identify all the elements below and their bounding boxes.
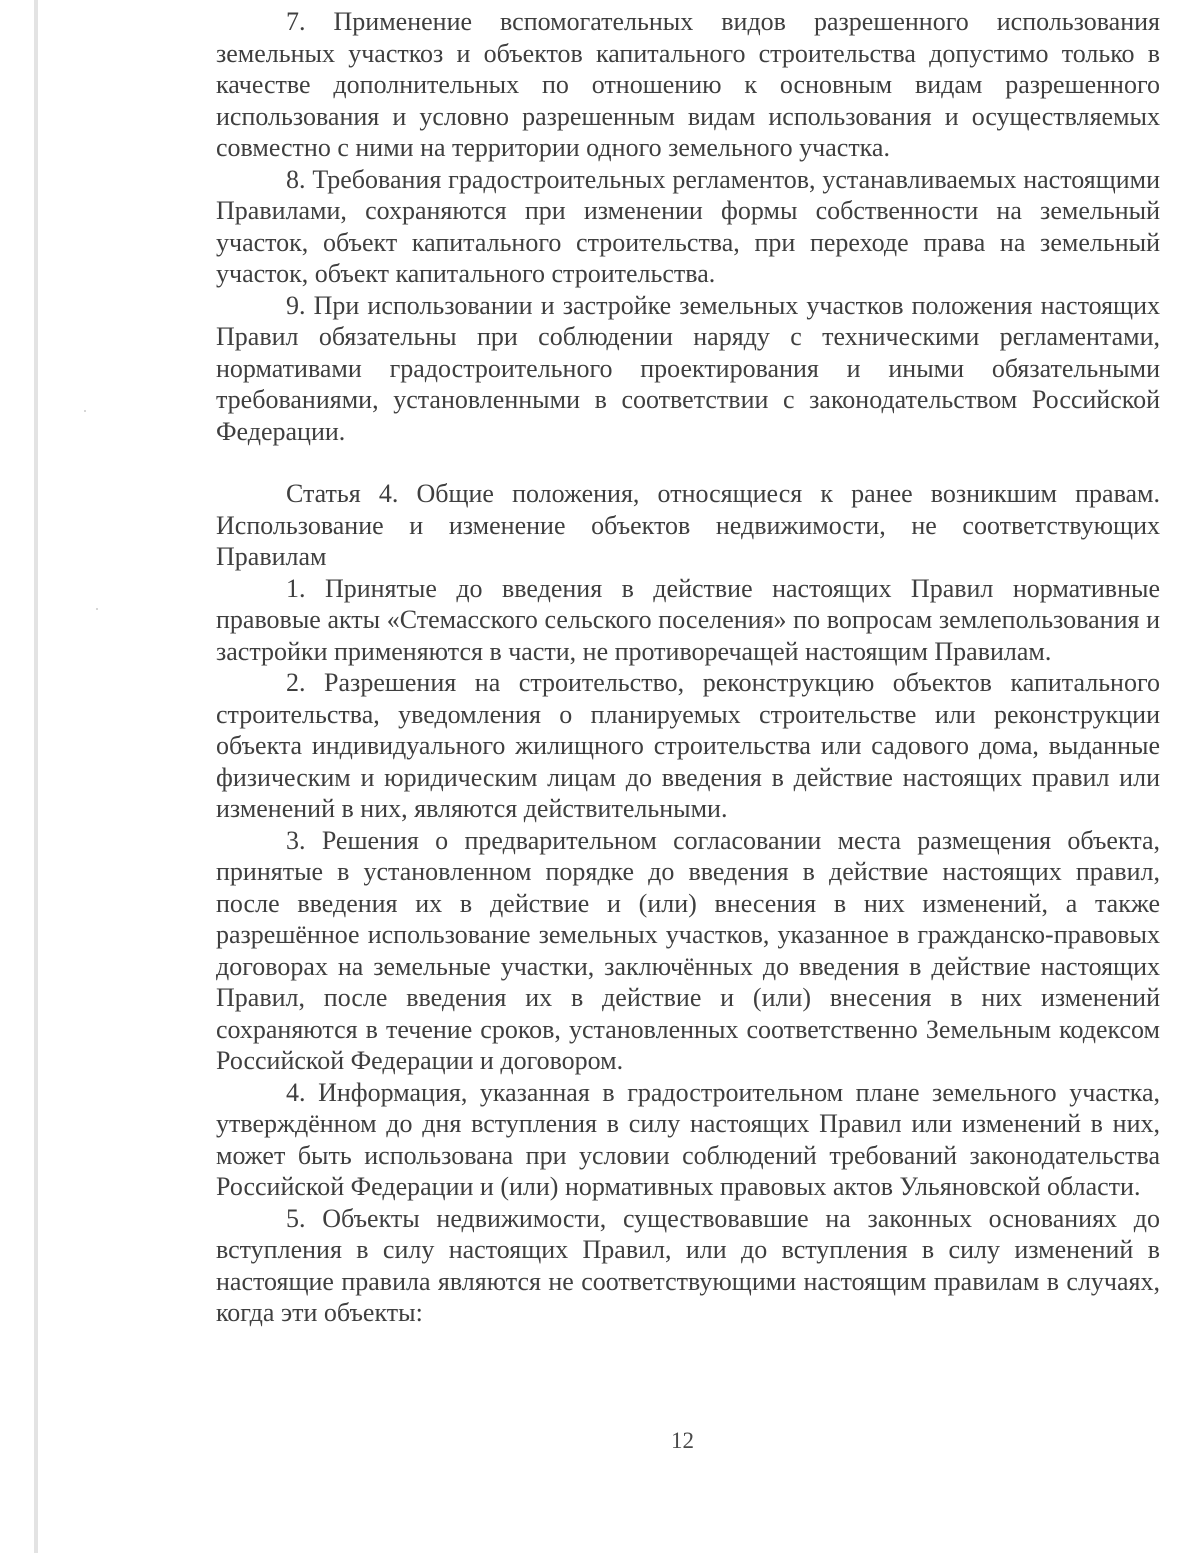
scan-edge-shadow [34, 0, 38, 1553]
article-4-item-4: 4. Информация, указанная в градостроительном плане земельного участка, утверждённом до дня вступления в силу настоящих Правил или изменений в них, может быть использована при условии соблюдений требований законодательства Российской Федерации и (или) нормативных правовых актов Ульяновской области. [216, 1077, 1160, 1201]
article-4-heading: Статья 4. Общие положения, относящиеся к ранее возникшим правам. Использование и изменение объектов недвижимости, не соответствующих Правилам [216, 479, 1160, 571]
article-4-item-1: 1. Принятые до введения в действие настоящих Правил нормативные правовые акты «Стемасского сельского поселения» по вопросам землепользования и застройки применяются в части, не противоречащей настоящим Правилам. [216, 573, 1160, 666]
page-number: 12 [671, 1428, 694, 1453]
paragraph-7: 7. Применение вспомогательных видов разрешенного использования земельных участкоз и объектов капитального строительства допустимо только в качестве дополнительных по отношению к основным видам разрешенного использования и условно разрешенным видам использования и осуществляемых совместно с ними на территории одного земельного участка. [216, 7, 1160, 162]
article-4-item-3: 3. Решения о предварительном согласовании места размещения объекта, принятые в установленном порядке до введения в действие настоящих правил, после введения их в действие и (или) внесения в них изменений, а также разрешённое использование земельных участков, указанное в гражданско-правовых договорах на земельные участки, заключённых до введения в действие настоящих Правил, после введения их в действие и (или) внесения в них изменений сохраняются в течение сроков, установленных соответственно Земельным кодексом Российской Федерации и договором. [216, 825, 1160, 1075]
paragraph-9: 9. При использовании и застройке земельных участков положения настоящих Правил обязательны при соблюдении наряду с техническими регламентами, нормативами градостроительного проектирования и иными обязательными требованиями, установленными в соответствии с законодательством Российской Федерации. [216, 290, 1160, 446]
article-4-item-2: 2. Разрешения на строительство, реконструкцию объектов капитального строительства, уведомления о планируемых строительстве или реконструкции объекта индивидуального жилищного строительства или садового дома, выданные физическим и юридическим лицам до введения в действие настоящих правил или изменений в них, являются действительными. [216, 668, 1160, 823]
scan-speck [96, 608, 98, 610]
paragraph-8: 8. Требования градостроительных регламентов, устанавливаемых настоящими Правилами, сохраняются при изменении формы собственности на земельный участок, объект капитального строительства, при переходе права на земельный участок, объект капитального строительства. [216, 164, 1160, 288]
scan-speck [84, 410, 86, 412]
article-4-item-5: 5. Объекты недвижимости, существовавшие на законных основаниях до вступления в силу настоящих Правил, или до вступления в силу изменений в настоящие правила являются не соответствующими настоящим правилам в случаях, когда эти объекты: [216, 1203, 1160, 1327]
document-body [216, 6, 1160, 1329]
